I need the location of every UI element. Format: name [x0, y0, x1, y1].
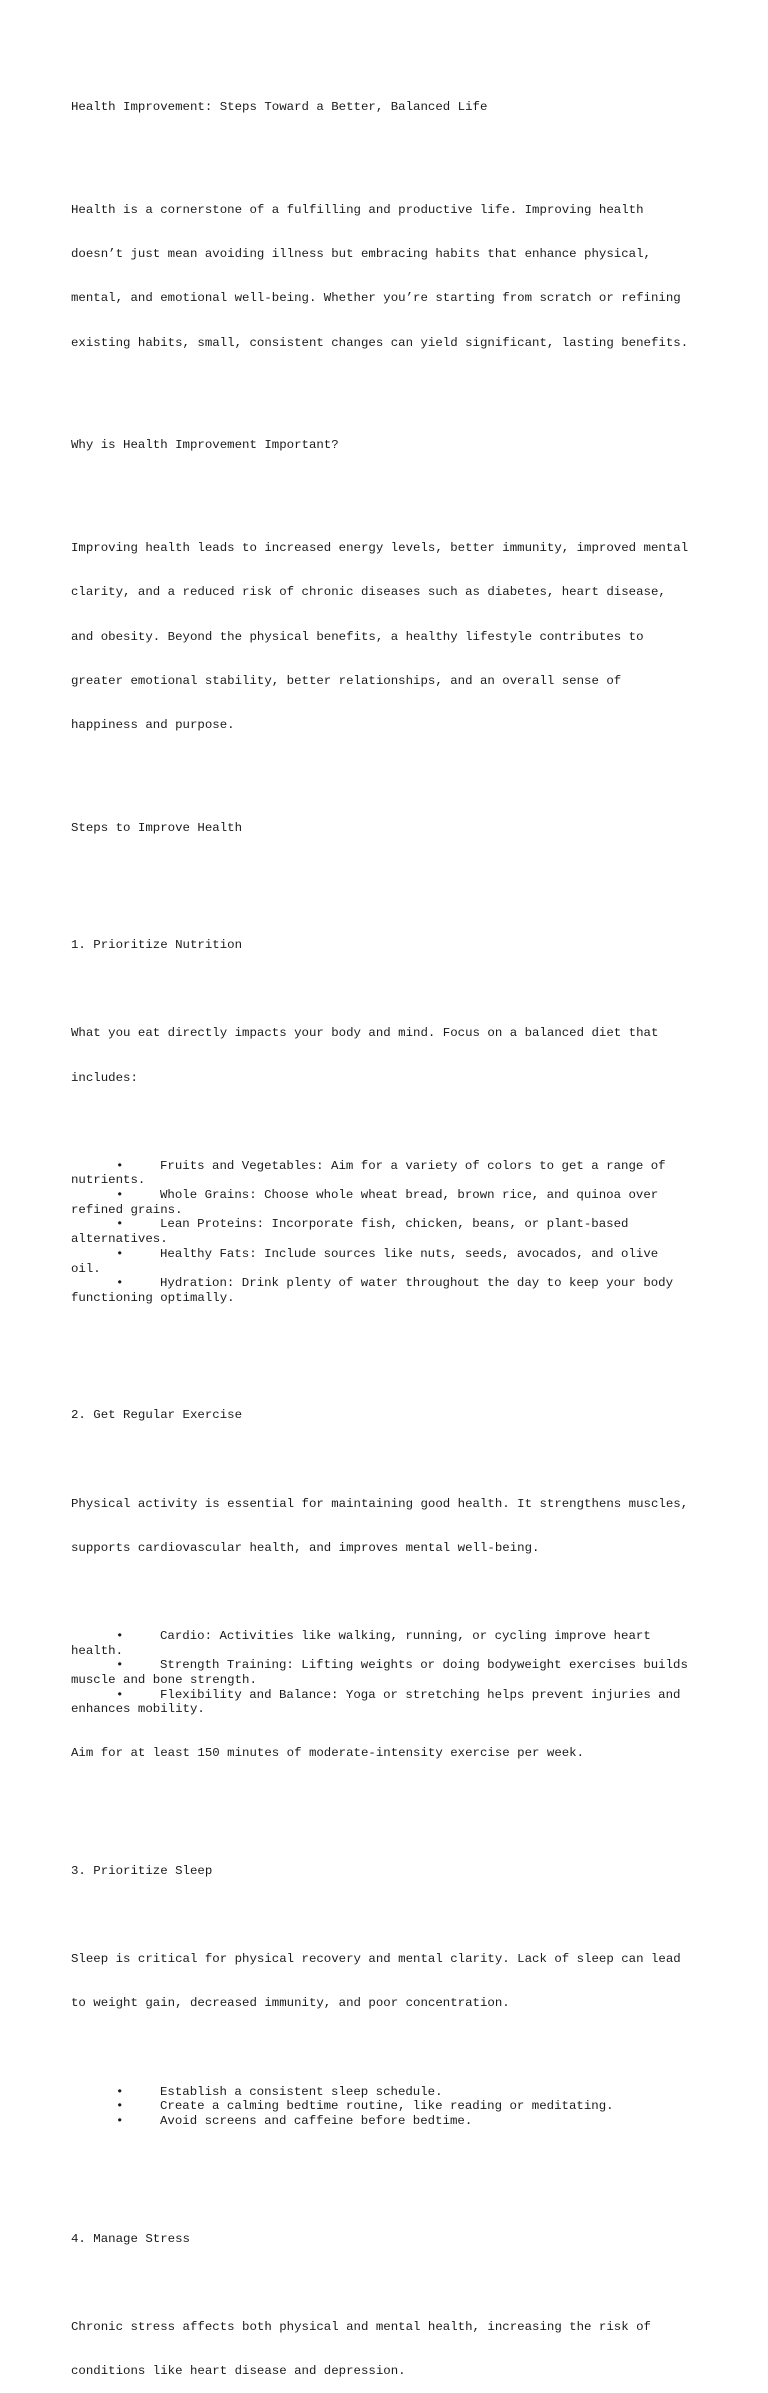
intro-line: doesn’t just mean avoiding illness but embracing habits that enhance physical,: [71, 247, 651, 262]
bullet-dot-icon: •: [116, 1658, 124, 1673]
bullet-item: [71, 1688, 711, 1703]
bullet-continuation: enhances mobility.: [71, 1702, 205, 1717]
bullet-list: [71, 1159, 711, 1306]
spacer: [71, 1585, 711, 1600]
intro-line: mental, and emotional well-being. Whether you’re starting from scratch or refining: [71, 291, 681, 306]
bullet-text: Establish a consistent sleep schedule.: [160, 2084, 443, 2099]
intro-line: Health is a cornerstone of a fulfilling and productive life. Improving health: [71, 203, 644, 218]
spacer: [71, 982, 711, 997]
why-body-line: clarity, and a reduced risk of chronic diseases such as diabetes, heart disease,: [71, 585, 666, 600]
bullet-dot-icon: •: [116, 1628, 124, 1643]
spacer: [71, 1335, 711, 1350]
section-body-line: What you eat directly impacts your body and mind. Focus on a balanced diet that: [71, 1026, 659, 1041]
bullet-dot-icon: •: [116, 1246, 124, 1261]
bullet-item: [71, 2114, 711, 2129]
spacer: [71, 2158, 711, 2173]
section-after-line: Aim for at least 150 minutes of moderate-intensity exercise per week.: [71, 1746, 585, 1761]
section-heading: 4. Manage Stress: [71, 2231, 190, 2246]
document-title: Health Improvement: Steps Toward a Better, Balanced Life: [71, 100, 488, 115]
bullet-text: Cardio: Activities like walking, running, or cycling improve heart: [160, 1628, 651, 1643]
bullet-text: Flexibility and Balance: Yoga or stretching helps prevent injuries and: [160, 1687, 681, 1702]
bullet-text: Fruits and Vegetables: Aim for a variety of colors to get a range of: [160, 1158, 666, 1173]
section-body-line: Chronic stress affects both physical and mental health, increasing the risk of: [71, 2319, 651, 2334]
spacer: [71, 145, 711, 160]
bullet-text: Lean Proteins: Incorporate fish, chicken, beans, or plant-based: [160, 1217, 629, 1232]
bullet-dot-icon: •: [116, 2099, 124, 2114]
bullet-text: Avoid screens and caffeine before bedtime.: [160, 2113, 473, 2128]
bullet-item: [71, 1658, 711, 1673]
section-body-line: supports cardiovascular health, and improves mental well-being.: [71, 1540, 540, 1555]
bullet-dot-icon: •: [116, 1158, 124, 1173]
why-body-line: greater emotional stability, better relationships, and an overall sense of: [71, 673, 622, 688]
section-body-line: to weight gain, decreased immunity, and poor concentration.: [71, 1996, 510, 2011]
section-body-line: Sleep is critical for physical recovery and mental clarity. Lack of sleep can lead: [71, 1952, 681, 1967]
intro-line: existing habits, small, consistent changes can yield significant, lasting benefits.: [71, 335, 689, 350]
section-body-line: includes:: [71, 1070, 138, 1085]
spacer: [71, 865, 711, 880]
steps-heading: Steps to Improve Health: [71, 820, 243, 835]
spacer: [71, 2040, 711, 2055]
bullet-dot-icon: •: [116, 1276, 124, 1291]
bullet-continuation: muscle and bone strength.: [71, 1673, 257, 1687]
bullet-continuation: health.: [71, 1643, 124, 1658]
spacer: [71, 1908, 711, 1923]
bullet-continuation: refined grains.: [71, 1202, 183, 1217]
why-heading: Why is Health Improvement Important?: [71, 438, 339, 453]
bullet-list: [71, 2085, 711, 2129]
bullet-dot-icon: •: [116, 2113, 124, 2128]
bullet-item: [71, 2099, 711, 2114]
bullet-item: [71, 1247, 711, 1262]
document-page: [71, 71, 711, 2393]
bullet-continuation: oil.: [71, 1261, 101, 1276]
spacer: [71, 1115, 711, 1130]
bullet-item: [71, 1629, 711, 1644]
spacer: [71, 483, 711, 498]
section-body-line: Physical activity is essential for maintaining good health. It strengthens muscles,: [71, 1496, 689, 1511]
bullet-dot-icon: •: [116, 2084, 124, 2099]
section-heading: 1. Prioritize Nutrition: [71, 938, 243, 953]
bullet-text: Whole Grains: Choose whole wheat bread, brown rice, and quinoa over: [160, 1188, 659, 1203]
why-body-line: happiness and purpose.: [71, 717, 235, 732]
bullet-continuation: alternatives.: [71, 1232, 168, 1247]
spacer: [71, 1791, 711, 1806]
why-body-line: and obesity. Beyond the physical benefits, a healthy lifestyle contributes to: [71, 629, 644, 644]
bullet-continuation: nutrients.: [71, 1173, 146, 1188]
bullet-continuation: functioning optimally.: [71, 1290, 235, 1305]
bullet-item: [71, 1159, 711, 1174]
bullet-text: Hydration: Drink plenty of water throughout the day to keep your body: [160, 1276, 674, 1291]
bullet-item: [71, 1188, 711, 1203]
bullet-text: Create a calming bedtime routine, like reading or meditating.: [160, 2099, 614, 2114]
spacer: [71, 380, 711, 395]
bullet-dot-icon: •: [116, 1217, 124, 1232]
bullet-item: [71, 2085, 711, 2100]
bullet-item: [71, 1276, 711, 1291]
spacer: [71, 2276, 711, 2291]
bullet-list: [71, 1629, 711, 1717]
spacer: [71, 1453, 711, 1468]
bullet-dot-icon: •: [116, 1687, 124, 1702]
bullet-text: Healthy Fats: Include sources like nuts, seeds, avocados, and olive: [160, 1246, 659, 1261]
section-heading: 2. Get Regular Exercise: [71, 1408, 243, 1423]
spacer: [71, 762, 711, 777]
section-body-line: conditions like heart disease and depression.: [71, 2363, 406, 2378]
bullet-text: Strength Training: Lifting weights or doing bodyweight exercises builds: [160, 1658, 688, 1673]
bullet-item: [71, 1217, 711, 1232]
why-body-line: Improving health leads to increased energy levels, better immunity, improved mental: [71, 541, 689, 556]
bullet-dot-icon: •: [116, 1188, 124, 1203]
section-heading: 3. Prioritize Sleep: [71, 1864, 213, 1879]
